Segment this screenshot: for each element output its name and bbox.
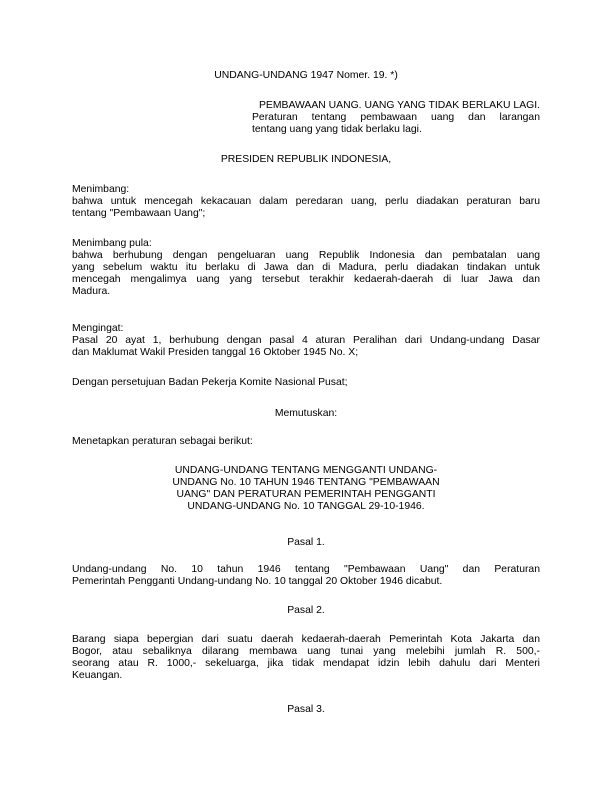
menimbang-pula-line: yang sebelum waktu itu berlaku di Jawa dan di Madura, perlu diadakan tindakan untuk xyxy=(72,262,540,273)
pasal-1-line: Undang-undang No. 10 tahun 1946 tentang "Pembawaan Uang" dan Peraturan xyxy=(72,564,540,575)
pasal-2-line: Barang siapa bepergian dari suatu daerah kedaerah-daerah Pemerintah Kota Jakarta dan xyxy=(72,634,540,645)
pasal-2-body xyxy=(72,634,540,682)
pasal-1-line: Pemerintah Pengganti Undang-undang No. 10 tanggal 20 Oktober 1946 dicabut. xyxy=(72,576,443,587)
persetujuan-text: Dengan persetujuan Badan Pekerja Komite Nasional Pusat; xyxy=(72,377,348,388)
memutuskan-heading: Memutuskan: xyxy=(274,408,338,419)
document-subtitle: PEMBAWAAN UANG. UANG YANG TIDAK BERLAKU LAGI. xyxy=(259,100,540,111)
pasal-3-heading: Pasal 3. xyxy=(287,704,325,715)
pasal-2-line: Keuangan. xyxy=(72,670,123,681)
menimbang-pula-line: bahwa berhubung dengan pengeluaran uang Republik Indonesia dan pembatalan uang xyxy=(72,250,540,261)
menetapkan-text: Menetapkan peraturan sebagai berikut: xyxy=(72,436,253,447)
president-heading: PRESIDEN REPUBLIK INDONESIA, xyxy=(220,154,392,165)
mengingat-label: Mengingat: xyxy=(72,323,124,334)
subtitle-description-line: Peraturan tentang pembawaan uang dan larangan xyxy=(252,112,540,123)
pasal-2-line: Bogor, atau sebaliknya dilarang membawa uang tunai yang melebihi jumlah R. 500,- xyxy=(72,646,540,657)
pasal-2-heading: Pasal 2. xyxy=(287,605,325,616)
menimbang-section xyxy=(72,184,540,220)
menimbang-line: tentang "Pembawaan Uang"; xyxy=(72,208,206,219)
menimbang-pula-line: Madura. xyxy=(72,286,111,297)
menimbang-label: Menimbang: xyxy=(72,184,130,195)
menimbang-pula-line: mencegah mengalimya uang yang tersebut terakhir kedaerah-daerah di luar Jawa dan xyxy=(72,274,540,285)
mengingat-line: Pasal 20 ayat 1, berhubung dengan pasal 4 aturan Peralihan dari Undang-undang Dasar xyxy=(72,335,540,346)
menimbang-line: bahwa untuk mencegah kekacauan dalam peredaran uang, perlu diadakan peraturan baru xyxy=(72,196,540,207)
mengingat-line: dan Maklumat Wakil Presiden tanggal 16 Oktober 1945 No. X; xyxy=(72,347,359,358)
law-title xyxy=(72,465,540,513)
pasal-1-heading: Pasal 1. xyxy=(287,537,325,548)
law-title-line: UNDANG No. 10 TAHUN 1946 TENTANG "PEMBAWAAN xyxy=(172,477,440,488)
subtitle-description-line: tentang uang yang tidak berlaku lagi. xyxy=(252,124,422,135)
mengingat-section xyxy=(72,323,540,359)
law-title-line: UANG" DAN PERATURAN PEMERINTAH PENGGANTI xyxy=(176,489,436,500)
document-title: UNDANG-UNDANG 1947 Nomer. 19. *) xyxy=(214,70,398,81)
law-title-line: UNDANG-UNDANG No. 10 TANGGAL 29-10-1946. xyxy=(187,501,425,512)
subtitle-description xyxy=(252,112,540,136)
pasal-1-body xyxy=(72,564,540,588)
menimbang-pula-section xyxy=(72,238,540,298)
menimbang-pula-label: Menimbang pula: xyxy=(72,238,152,249)
pasal-2-line: seorang atau R. 1000,- sekeluarga, jika tidak mendapat idzin lebih dahulu dari Menteri xyxy=(72,658,540,669)
law-title-line: UNDANG-UNDANG TENTANG MENGGANTI UNDANG- xyxy=(174,465,438,476)
